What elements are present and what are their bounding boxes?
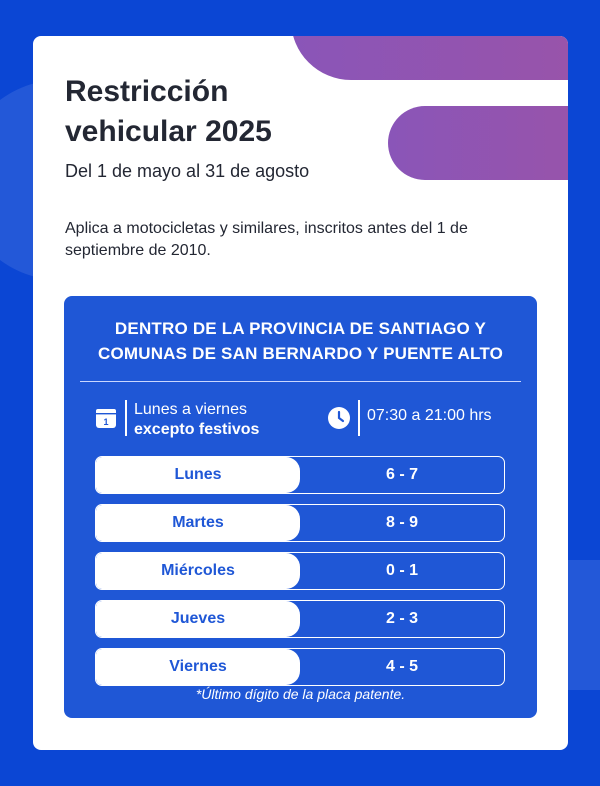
panel-title xyxy=(64,316,537,366)
separator xyxy=(125,400,127,436)
restriction-table xyxy=(95,456,505,696)
applicability-note: Aplica a motocicletas y similares, inscritos antes del 1 de septiembre de 2010. xyxy=(65,220,468,259)
separator xyxy=(358,400,360,436)
row-day: Jueves xyxy=(96,601,300,637)
table-row xyxy=(95,504,505,542)
row-digits: 6 - 7 xyxy=(385,466,418,483)
table-row xyxy=(95,648,505,686)
row-digits: 0 - 1 xyxy=(385,562,418,579)
schedule-info xyxy=(64,398,537,438)
date-range: Del 1 de mayo al 31 de agosto xyxy=(65,161,310,181)
row-day: Miércoles xyxy=(96,553,300,589)
table-row xyxy=(95,552,505,590)
days-line-1: Lunes a viernes xyxy=(134,401,247,418)
days-line-2: excepto festivos xyxy=(134,421,260,438)
row-day: Lunes xyxy=(96,457,300,493)
panel-title-line-1: DENTRO DE LA PROVINCIA DE SANTIAGO Y xyxy=(114,319,487,338)
time-range: 07:30 a 21:00 hrs xyxy=(367,407,492,424)
row-digits: 2 - 3 xyxy=(385,610,418,627)
row-digits: 4 - 5 xyxy=(385,658,418,675)
decorative-band-middle xyxy=(388,106,568,180)
days-label xyxy=(134,400,259,440)
table-row xyxy=(95,600,505,638)
info-card xyxy=(33,36,568,750)
divider xyxy=(80,381,521,382)
row-day: Martes xyxy=(96,505,300,541)
calendar-icon-day: 1 xyxy=(103,417,109,427)
footnote: *Último dígito de la placa patente. xyxy=(195,686,406,702)
table-row xyxy=(95,456,505,494)
panel-title-line-2: COMUNAS DE SAN BERNARDO Y PUENTE ALTO xyxy=(97,344,504,363)
page-title: Restricción vehicular 2025 xyxy=(65,75,272,148)
clock-icon xyxy=(327,406,351,430)
row-digits: 8 - 9 xyxy=(385,514,418,531)
row-day: Viernes xyxy=(96,649,300,685)
restriction-panel xyxy=(64,296,537,718)
calendar-icon xyxy=(95,407,117,429)
